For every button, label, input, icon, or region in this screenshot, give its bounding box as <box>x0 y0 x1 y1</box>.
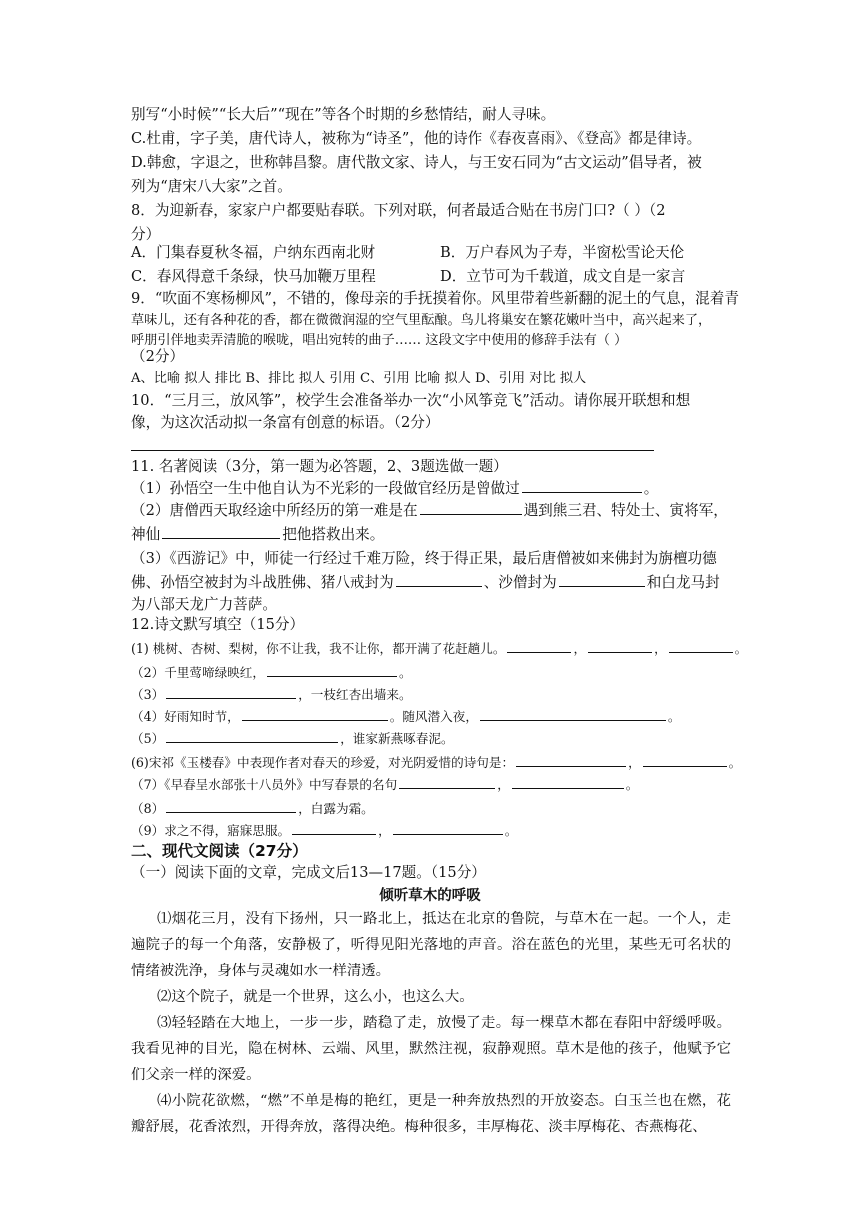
article-paragraph-3: ⑶轻轻踏在大地上，一步一步，踏稳了走，放慢了走。每一棵草木都在春阳中舒缓呼吸。我看见神的目光，隐在树林、云端、风里，默然注视，寂静观照。草木是他的孩子，他赋予它们父亲一样的深爱。 <box>131 1015 731 1083</box>
article-paragraph-4: ⑷小院花欲燃，“燃”不单是梅的艳红，更是一种奔放热烈的开放姿态。白玉兰也在燃，花瓣舒展，花香浓烈，开得奔放，落得决绝。梅种很多，丰厚梅花、淡丰厚梅花、杏燕梅花、 <box>131 1093 731 1135</box>
q12-item9: （9）求之不得，寤寐思服。 ， 。 <box>131 820 517 842</box>
q8-stem: 8．为迎新春，家家户户都要贴春联。下列对联，何者最适合贴在书房门口?（ ）（2 <box>131 202 666 219</box>
q11-part1: （1）孙悟空一生中他自认为不光彩的一段做官经历是曾做过 。 <box>131 480 659 497</box>
q9-line1: 9．“吹面不寒杨柳风”，不错的，像母亲的手抚摸着你。风里带着些新翻的泥土的气息，混着青 <box>131 290 739 307</box>
section-instructions: （一）阅读下面的文章，完成文后13—17题。（15分） <box>131 864 486 881</box>
q7-option-c: C.杜甫，字子美，唐代诗人，被称为“诗圣”，他的诗作《春夜喜雨》、《登高》都是律诗。 <box>131 130 702 147</box>
q12-stem: 12.诗文默写填空（15分） <box>131 616 305 633</box>
q10-answer-line[interactable] <box>131 450 654 451</box>
q9-line2: 草味儿，还有各种花的香，都在微微润湿的空气里酝酿。鸟儿将巢安在繁花嫩叶当中，高兴起来了， <box>131 313 712 328</box>
q7-option-d-line2: 列为“唐宋八大家”之首。 <box>131 178 292 195</box>
q8-option-c: C．春风得意千条绿，快马加鞭万里程 <box>131 268 376 285</box>
q7-option-b-tail: 别写“小时候”“长大后”“现在”等各个时期的乡愁情结，耐人寻味。 <box>131 106 556 123</box>
q12-i8-blank[interactable] <box>166 798 296 813</box>
q12-item5: （5） ，谁家新燕啄春泥。 <box>131 728 454 750</box>
q12-i1-blank2[interactable] <box>588 638 652 653</box>
q12-i9-blank1[interactable] <box>292 820 376 835</box>
q11-p3-blank2[interactable] <box>559 572 645 587</box>
q12-i1-blank3[interactable] <box>669 638 733 653</box>
q10-line1: 10．“三月三，放风筝”，校学生会准备举办一次“小风筝竞飞”活动。请你展开联想和想 <box>131 392 691 409</box>
q11-p2-blank2[interactable] <box>162 524 280 539</box>
q11-part2-cont: 神仙 把他搭救出来。 <box>131 526 385 543</box>
q12-i6-blank1[interactable] <box>516 752 626 767</box>
q12-i2-blank[interactable] <box>267 662 397 677</box>
q11-part2: （2）唐僧西天取经途中所经历的第一难是在 遇到熊三君、特处士、寅将军， <box>131 502 728 519</box>
q12-item2: （2）千里莺啼绿映红， 。 <box>131 662 412 684</box>
q8-option-b: B．万户春风为子寿，半窗松雪论天伦 <box>440 244 685 261</box>
q12-i4-blank1[interactable] <box>242 706 388 721</box>
q9-options: A、比喻 拟人 排比 B、排比 拟人 引用 C、引用 比喻 拟人 D、引用 对比 拟人 <box>131 371 587 386</box>
q11-stem: 11. 名著阅读（3分，第一题为必答题，2、3题选做一题） <box>131 458 508 475</box>
article-paragraph-2: ⑵这个院子，就是一个世界，这么小，也这么大。 <box>157 989 474 1005</box>
q12-item3: （3） ，一枝红杏出墙来。 <box>131 684 412 706</box>
q7-option-d-line1: D.韩愈，字退之，世称韩昌黎。唐代散文家、诗人，与王安石同为“古文运动”倡导者，被 <box>131 154 702 171</box>
q12-item8: （8） ，白露为霜。 <box>131 798 374 820</box>
q12-i3-blank[interactable] <box>166 684 296 699</box>
article-title: 倾听草木的呼吸 <box>379 888 481 904</box>
q12-i6-blank2[interactable] <box>643 752 727 767</box>
q9-line3: 呼朋引伴地卖弄清脆的喉咙，唱出宛转的曲子…… 这段文字中使用的修辞手法有（ ） <box>131 333 628 348</box>
q11-part3-line2: 佛、孙悟空被封为斗战胜佛、猪八戒封为 、沙僧封为 和白龙马封 <box>131 574 720 591</box>
q8-stem-cont: 分） <box>131 226 161 243</box>
q12-i7-blank1[interactable] <box>399 774 495 789</box>
q12-item4: （4）好雨知时节， 。随风潜入夜， 。 <box>131 706 681 728</box>
q11-part3-line1: （3）《西游记》中，师徒一行经过千难万险，终于得正果，最后唐僧被如来佛封为旃檀功德 <box>131 550 717 567</box>
q12-i9-blank2[interactable] <box>393 820 503 835</box>
section-heading: 二、现代文阅读（27分） <box>131 842 308 860</box>
q8-option-d: D．立节可为千载道，成文自是一家言 <box>440 268 686 285</box>
q12-i5-blank[interactable] <box>166 728 338 743</box>
q11-part3-line3: 为八部天龙广力菩萨。 <box>131 596 277 613</box>
q11-p2-blank1[interactable] <box>420 500 522 515</box>
article-paragraph-1: ⑴烟花三月，没有下扬州，只一路北上，抵达在北京的鲁院，与草木在一起。一个人，走遍院子的每一个角落，安静极了，听得见阳光落地的声音。浴在蓝色的光里，某些无可名状的情绪被洗浄，身体与灵魂如水一样清透。 <box>131 911 731 979</box>
q8-option-a: A．门集春夏秋冬福，户纳东西南北财 <box>131 244 376 261</box>
q12-item7: （7）《早春呈水部张十八员外》中写春景的名句 ， 。 <box>131 774 638 796</box>
q9-line4: （2分） <box>131 348 185 365</box>
q12-i1-blank1[interactable] <box>507 638 571 653</box>
q12-item6: (6)宋祁《玉楼春》中表现作者对春天的珍爱，对光阴爱惜的诗句是： ， 。 <box>131 752 741 774</box>
q12-i7-blank2[interactable] <box>512 774 624 789</box>
q12-item1: (1) 桃树、杏树、梨树，你不让我，我不让你，都开满了花赶趟儿。 ， ， 。 <box>131 638 747 660</box>
q10-line2: 像，为这次活动拟一条富有创意的标语。（2分） <box>131 414 440 431</box>
q11-p3-blank1[interactable] <box>396 572 482 587</box>
q12-i4-blank2[interactable] <box>480 706 666 721</box>
q11-p1-blank[interactable] <box>522 478 642 493</box>
